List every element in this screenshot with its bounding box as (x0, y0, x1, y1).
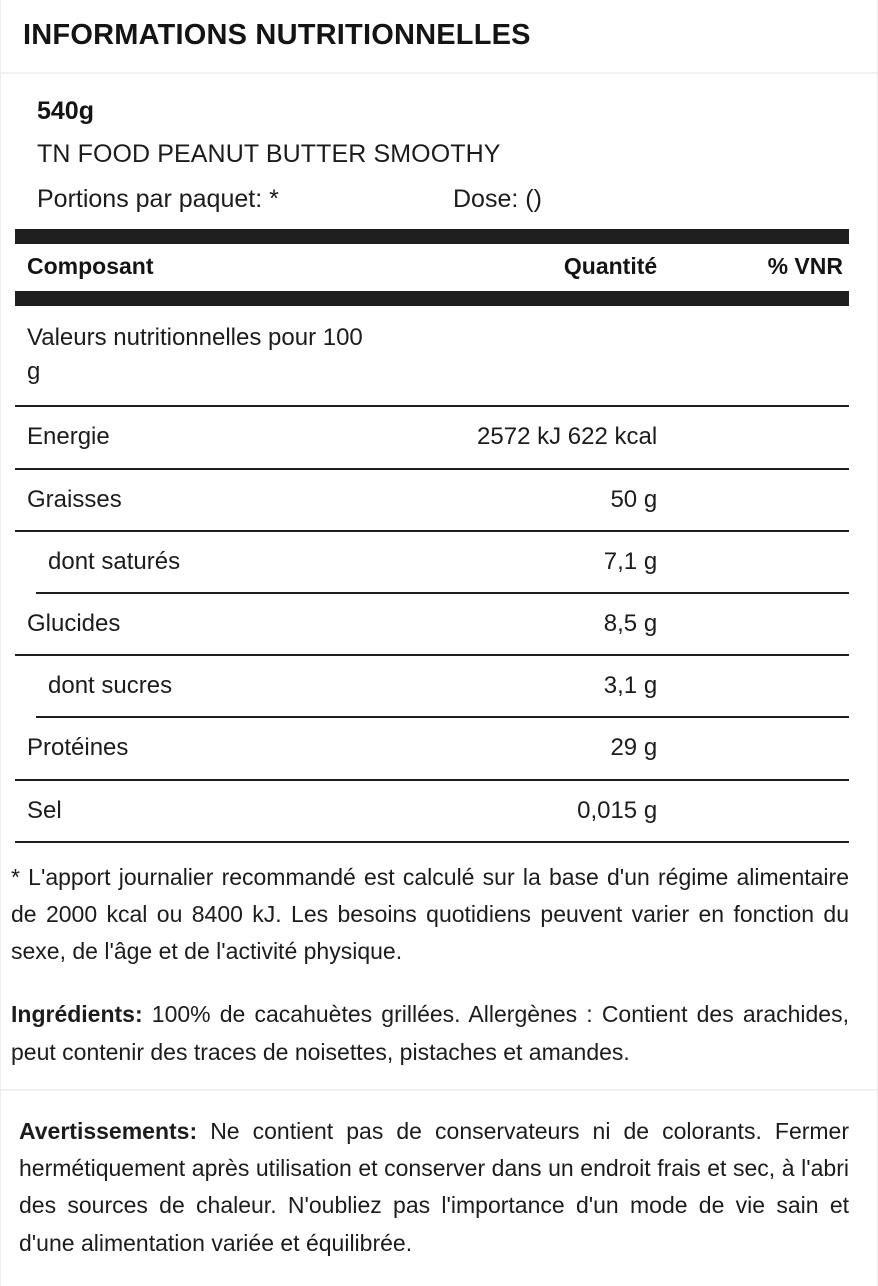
row-amount: 3,1 g (382, 655, 657, 717)
table-row (15, 406, 849, 468)
row-label: Glucides (15, 593, 382, 655)
table-header-bottom-bar (15, 291, 849, 306)
table-top-bar (15, 229, 849, 244)
warnings-section (1, 1091, 877, 1284)
product-meta-section (1, 74, 877, 215)
row-vnr (657, 306, 849, 406)
ingredients-text: 100% de cacahuètes grillées. Allergènes : Contient des arachides, peut contenir des traces de noisettes, pistaches et amandes. (11, 1001, 849, 1065)
row-vnr (657, 406, 849, 468)
table-header-row (15, 244, 849, 291)
row-vnr (657, 531, 849, 593)
notes-section (1, 843, 877, 1091)
row-vnr (657, 593, 849, 655)
table-row (15, 469, 849, 531)
row-vnr (657, 469, 849, 531)
title-section (1, 0, 877, 74)
header-vnr: % VNR (657, 244, 849, 291)
product-name: TN FOOD PEANUT BUTTER SMOOTHY (37, 140, 501, 169)
ingredients-label: Ingrédients: (11, 1001, 143, 1028)
ingredients-paragraph (11, 996, 849, 1071)
row-amount: 0,015 g (382, 780, 657, 842)
header-amount: Quantité (382, 244, 657, 291)
daily-value-footnote: * L'apport journalier recommandé est calculé sur la base d'un régime alimentaire de 2000 kcal ou 8400 kJ. Les besoins quotidiens peuvent varier en fonction du sexe, de l'âge et de l'activité physique. (11, 863, 849, 965)
row-vnr (657, 780, 849, 842)
page-title: INFORMATIONS NUTRITIONNELLES (23, 19, 531, 51)
table-row (15, 593, 849, 655)
row-amount: 2572 kJ 622 kcal (382, 406, 657, 468)
table-row (15, 306, 849, 406)
row-amount (382, 306, 657, 406)
portions-dose-row (37, 183, 855, 216)
portions-per-pack-label: Portions par paquet: * (37, 184, 279, 213)
row-label: Protéines (15, 717, 382, 779)
row-vnr (657, 717, 849, 779)
row-amount: 50 g (382, 469, 657, 531)
table-row (15, 717, 849, 779)
row-label: dont saturés (15, 531, 382, 593)
nutrition-table-wrapper (1, 229, 877, 842)
row-vnr (657, 655, 849, 717)
row-amount: 8,5 g (382, 593, 657, 655)
row-amount: 7,1 g (382, 531, 657, 593)
serving-size: 540g (37, 97, 94, 126)
row-label: Energie (15, 406, 382, 468)
nutrition-table (15, 229, 849, 842)
table-row (15, 531, 849, 593)
warnings-text: Ne contient pas de conservateurs ni de colorants. Fermer hermétiquement après utilisation et conserver dans un endroit frais et sec, à l'abri des sources de chaleur. N'oubliez pas l'importance d'un mode de vie sain et d'une alimentation variée et équilibrée. (19, 1117, 850, 1256)
table-row (15, 780, 849, 842)
row-label: dont sucres (15, 655, 382, 717)
warnings-label: Avertissements: (19, 1117, 198, 1144)
row-label: Graisses (15, 469, 382, 531)
row-label: Valeurs nutritionnelles pour 100 g (15, 306, 382, 406)
row-label: Sel (15, 780, 382, 842)
table-row (15, 655, 849, 717)
row-amount: 29 g (382, 717, 657, 779)
dose-label: Dose: () (453, 184, 542, 213)
header-component: Composant (15, 244, 382, 291)
warnings-paragraph (19, 1113, 849, 1262)
